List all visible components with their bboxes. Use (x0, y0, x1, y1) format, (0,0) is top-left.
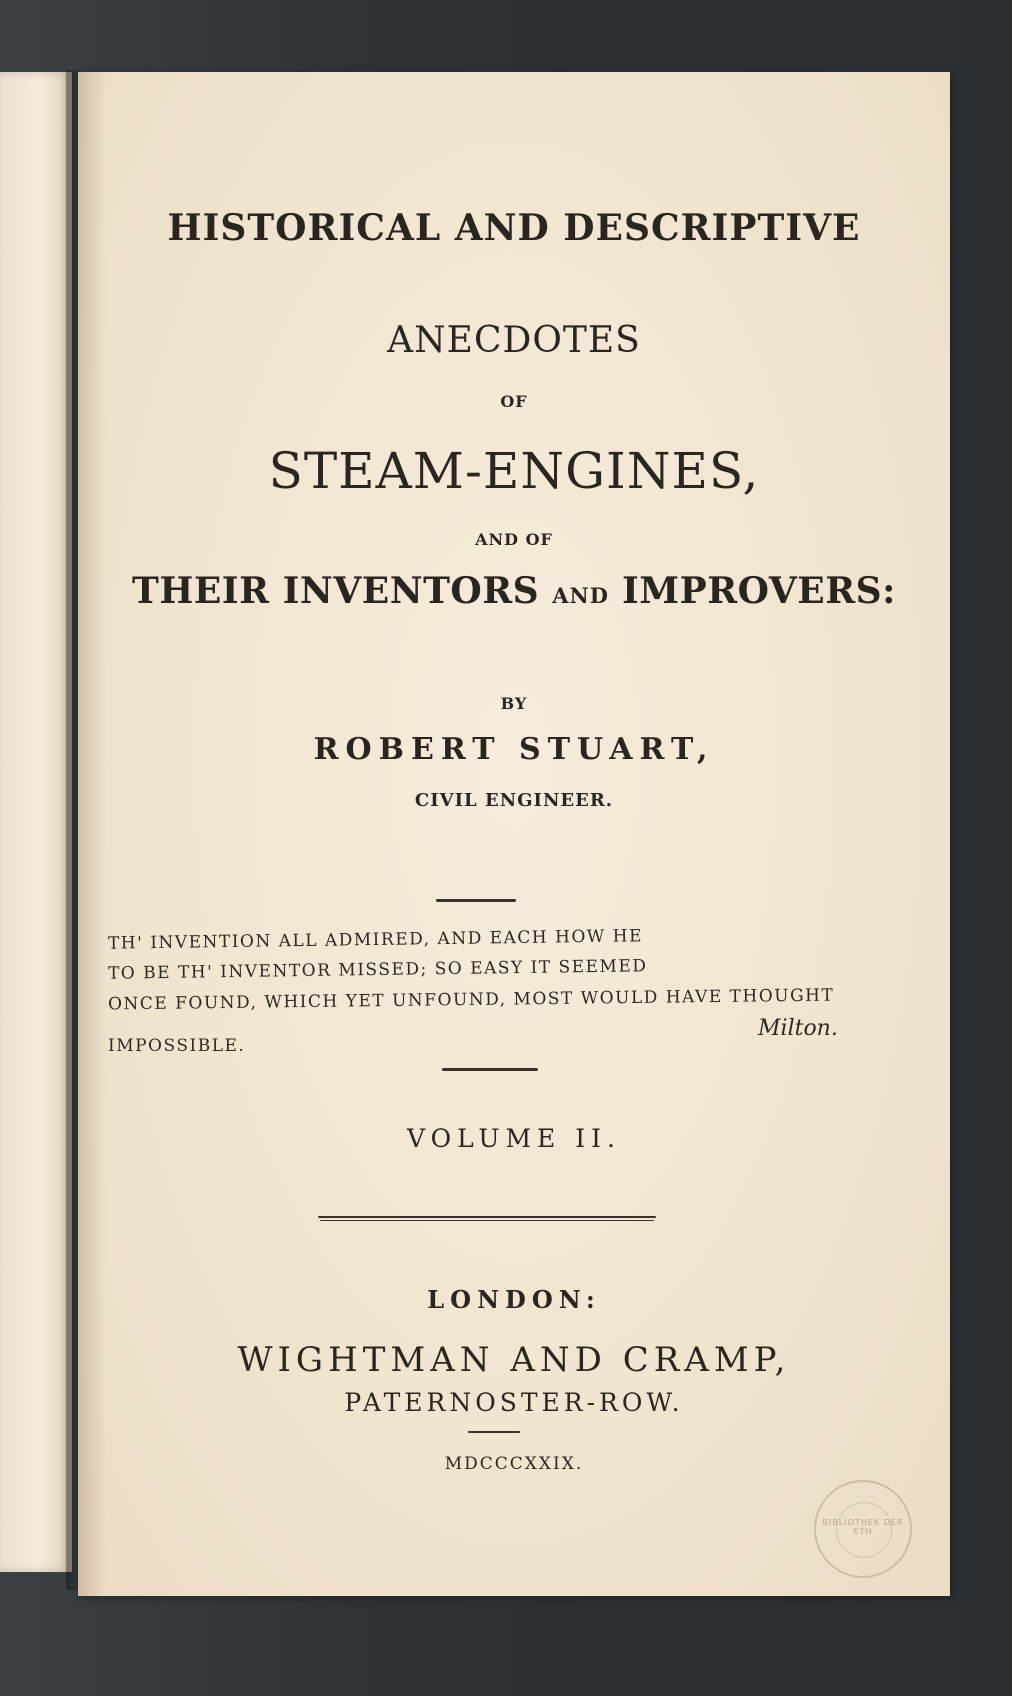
title-line-3: STEAM-ENGINES, (268, 442, 760, 500)
by-label: BY (500, 694, 528, 713)
library-stamp-icon (814, 1480, 912, 1578)
title-line-1: HISTORICAL AND DESCRIPTIVE (167, 207, 861, 249)
double-rule-top (318, 1216, 656, 1218)
subtitle-and: AND (552, 583, 609, 608)
imprint-city: LONDON: (427, 1285, 601, 1314)
subtitle (78, 570, 950, 612)
volume-label: VOLUME II. (407, 1124, 621, 1153)
subtitle-part-1: THEIR INVENTORS (132, 570, 540, 612)
epigraph-line-4: IMPOSSIBLE. (108, 1036, 246, 1056)
double-rule-bottom (320, 1220, 654, 1221)
epigraph-attribution: Milton. (758, 1016, 838, 1041)
of-label: OF (500, 392, 528, 411)
divider-rule (468, 1431, 520, 1433)
imprint-address: PATERNOSTER-ROW. (344, 1388, 684, 1417)
title-page (78, 72, 950, 1596)
author-name: ROBERT STUART, (313, 732, 715, 767)
title-line-2: ANECDOTES (387, 320, 641, 361)
divider-rule (442, 1068, 538, 1071)
imprint-publisher: WIGHTMAN AND CRAMP, (237, 1340, 791, 1380)
divider-rule (436, 899, 516, 902)
library-stamp-text: BIBLIOTHEK DER ETH (822, 1518, 904, 1536)
facing-page-edge (0, 72, 72, 1572)
epigraph-line-2: TO BE TH' INVENTOR MISSED; SO EASY IT SEEMED (107, 956, 648, 984)
subtitle-part-2: IMPROVERS: (621, 570, 896, 612)
author-title: CIVIL ENGINEER. (414, 790, 614, 811)
imprint-year: MDCCCXXIX. (444, 1454, 584, 1474)
epigraph-line-1: TH' INVENTION ALL ADMIRED, AND EACH HOW HE (107, 926, 644, 954)
and-of-label: AND OF (475, 530, 553, 549)
epigraph-line-3: ONCE FOUND, WHICH YET UNFOUND, MOST WOULD HAVE THOUGHT (107, 985, 835, 1015)
